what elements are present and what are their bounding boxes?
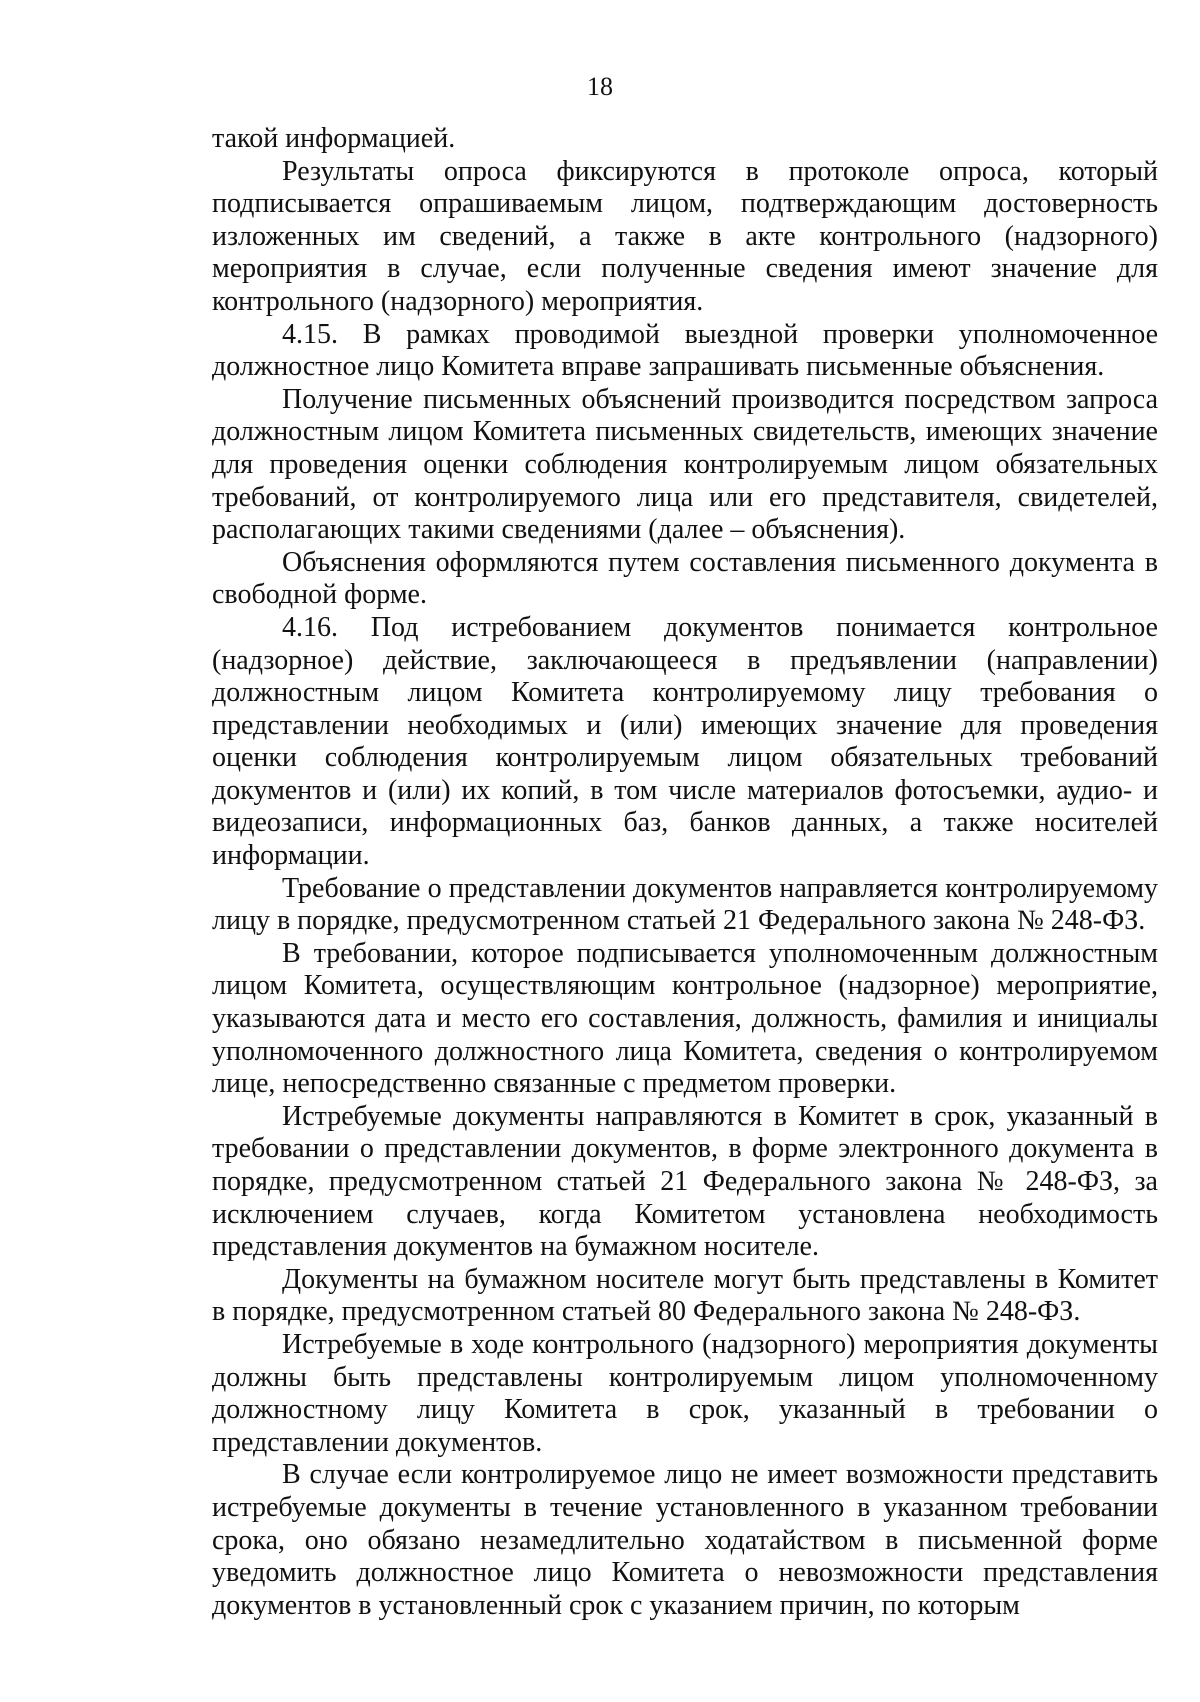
paragraph-request-details: В требовании, которое подписывается уполномоченным должностным лицом Комитета, осуществляющим контрольное (надзорное) мероприятие, указываются дата и место его составления, должность, фамилия и инициалы уполномоченного должностного лица Комитета, сведения о контролируемом лице, непосредственно связанные с предметом проверки.: [212, 937, 1158, 1100]
paragraph-documents-paper: Документы на бумажном носителе могут быть представлены в Комитет в порядке, предусмотренном статьей 80 Федерального закона № 248-ФЗ.: [212, 1263, 1158, 1328]
paragraph-documents-electronic: Истребуемые документы направляются в Комитет в срок, указанный в требовании о представлении документов, в форме электронного документа в порядке, предусмотренном статьей 21 Федерального закона № 248-ФЗ, за исключением случаев, когда Комитетом установлена необходимость представления документов на бумажном носителе.: [212, 1100, 1158, 1263]
paragraph-impossibility-notice: В случае если контролируемое лицо не имеет возможности представить истребуемые документы в течение установленного в указанном требовании срока, оно обязано незамедлительно ходатайством в письменной форме уведомить должностное лицо Комитета о невозможности представления документов в установленный срок с указанием причин, по которым: [212, 1459, 1158, 1621]
paragraph-explanations-form: Объяснения оформляются путем составления письменного документа в свободной форме.: [212, 546, 1158, 611]
paragraph-continuation: такой информацией.: [212, 123, 456, 154]
paragraph-4-16: 4.16. Под истребованием документов понимается контрольное (надзорное) действие, заключающееся в предъявлении (направлении) должностным лицом Комитета контролируемому лицу требования о представлении необходимых и (или) имеющих значение для проведения оценки соблюдения контролируемым лицом обязательных требований документов и (или) их копий, в том числе материалов фотосъемки, аудио- и видеозаписи, информационных баз, банков данных, а также носителей информации.: [212, 611, 1158, 872]
document-body: [212, 123, 1158, 1622]
paragraph-explanations-request: Получение письменных объяснений производится посредством запроса должностным лицом Комитета письменных свидетельств, имеющих значение для проведения оценки соблюдения контролируемым лицом обязательных требований, от контролируемого лица или его представителя, свидетелей, располагающих такими сведениями (далее – объяснения).: [212, 383, 1158, 546]
paragraph-documents-deadline: Истребуемые в ходе контрольного (надзорного) мероприятия документы должны быть представлены контролируемым лицом уполномоченному должностному лицу Комитета в срок, указанный в требовании о представлении документов.: [212, 1328, 1158, 1458]
paragraph-request-sending: Требование о представлении документов направляется контролируемому лицу в порядке, предусмотренном статьей 21 Федерального закона № 248-ФЗ.: [212, 872, 1158, 937]
paragraph-survey-results: Результаты опроса фиксируются в протоколе опроса, который подписывается опрашиваемым лицом, подтверждающим достоверность изложенных им сведений, а также в акте контрольного (надзорного) мероприятия в случае, если полученные сведения имеют значение для контрольного (надзорного) мероприятия.: [212, 155, 1158, 317]
paragraph-4-15: 4.15. В рамках проводимой выездной проверки уполномоченное должностное лицо Комитета вправе запрашивать письменные объяснения.: [212, 318, 1158, 383]
page-number: 18: [587, 72, 613, 101]
